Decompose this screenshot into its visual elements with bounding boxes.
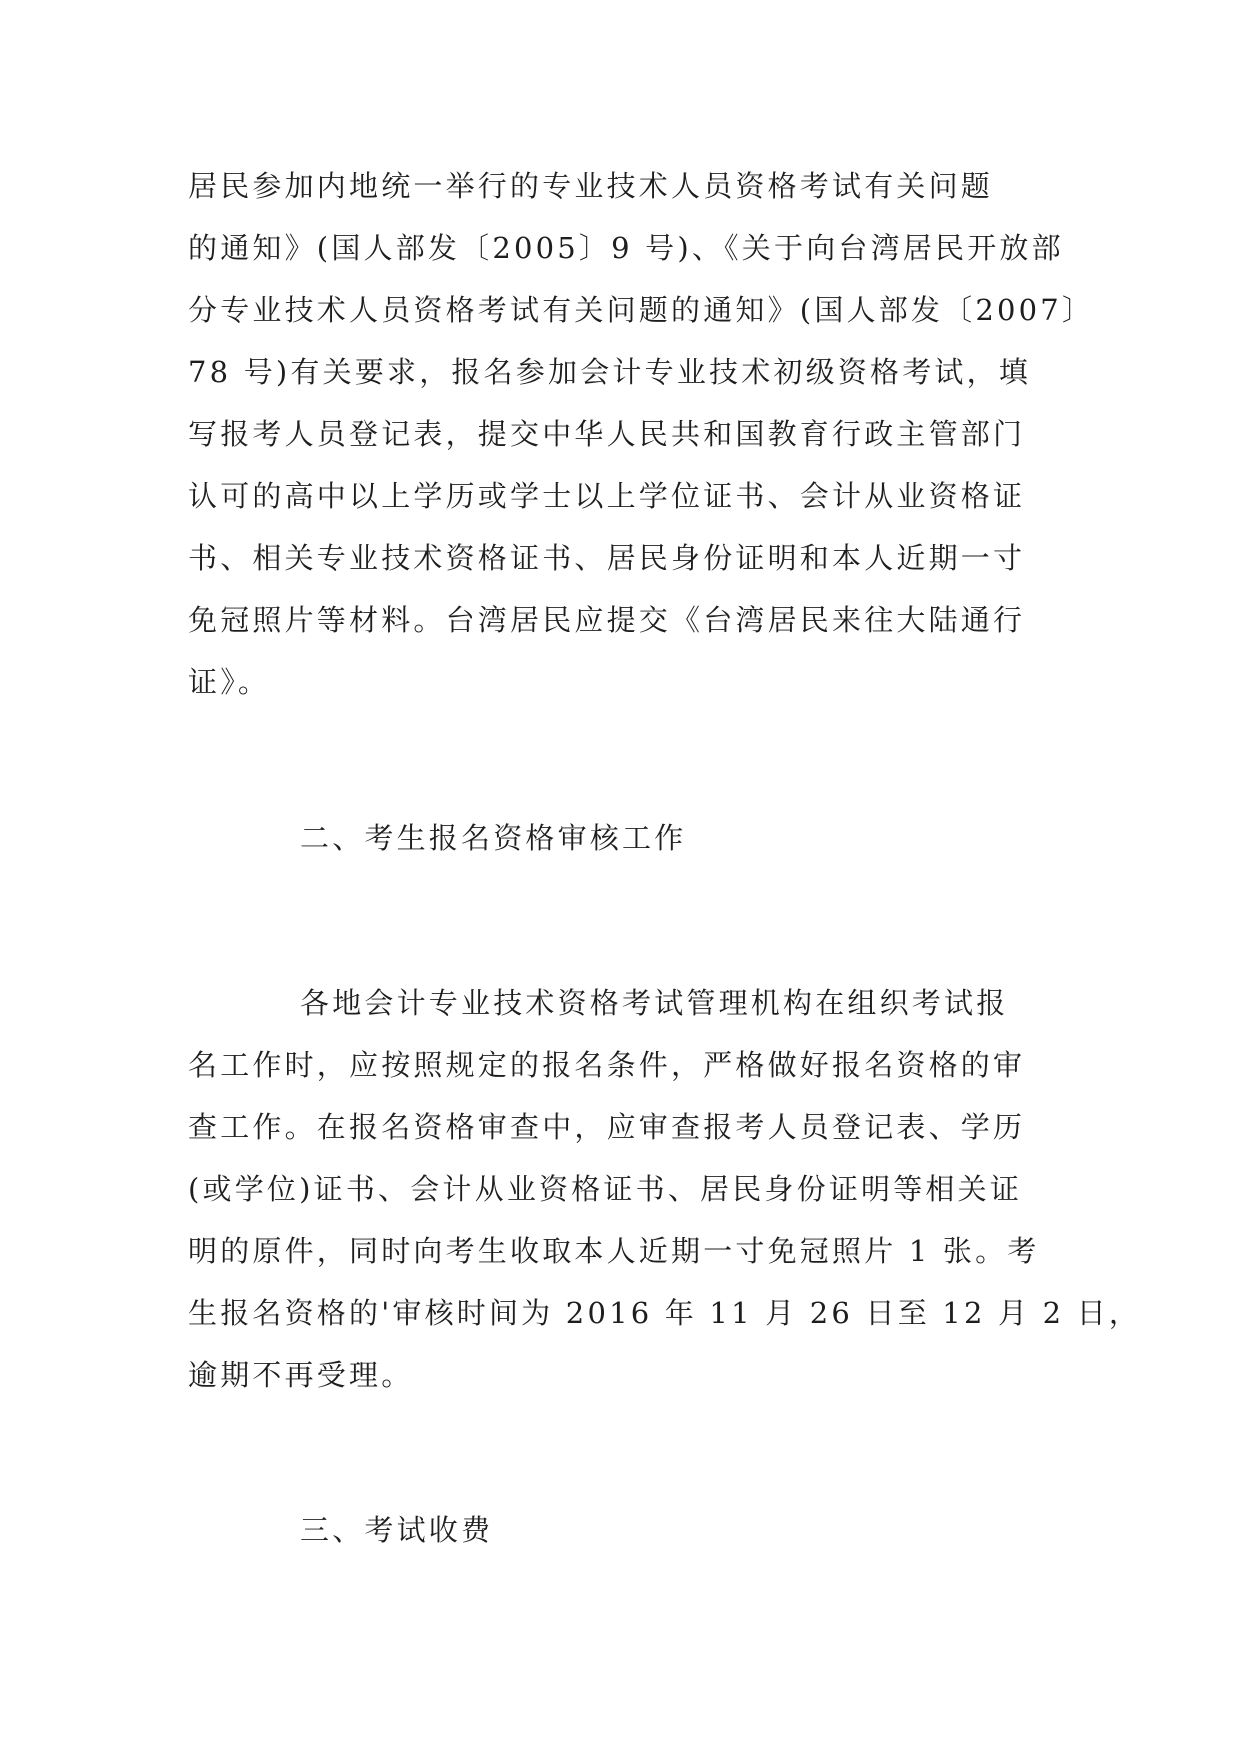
paragraph-line: 书、相关专业技术资格证书、居民身份证明和本人近期一寸 bbox=[188, 541, 1026, 575]
paragraph-line: 的通知》(国人部发〔2005〕9 号)、《关于向台湾居民开放部 bbox=[188, 231, 1064, 265]
paragraph-line: 生报名资格的'审核时间为 2016 年 11 月 26 日至 12 月 2 日， bbox=[188, 1296, 1142, 1330]
section-heading-3: 三、考试收费 bbox=[300, 1513, 494, 1547]
section-heading-2: 二、考生报名资格审核工作 bbox=[300, 821, 687, 855]
paragraph-line: 居民参加内地统一举行的专业技术人员资格考试有关问题 bbox=[188, 169, 994, 203]
paragraph-line: 分专业技术人员资格考试有关问题的通知》(国人部发〔2007〕 bbox=[188, 293, 1095, 327]
paragraph-line: (或学位)证书、会计从业资格证书、居民身份证明等相关证 bbox=[188, 1172, 1023, 1206]
paragraph-line: 逾期不再受理。 bbox=[188, 1358, 414, 1392]
paragraph-line: 明的原件，同时向考生收取本人近期一寸免冠照片 1 张。考 bbox=[188, 1234, 1040, 1268]
paragraph-line: 写报考人员登记表，提交中华人民共和国教育行政主管部门 bbox=[188, 417, 1026, 451]
paragraph-line: 证》。 bbox=[188, 665, 271, 699]
paragraph-line: 名工作时，应按照规定的报名条件，严格做好报名资格的审 bbox=[188, 1048, 1026, 1082]
paragraph-line: 免冠照片等材料。台湾居民应提交《台湾居民来往大陆通行 bbox=[188, 603, 1026, 637]
paragraph-line: 认可的高中以上学历或学士以上学位证书、会计从业资格证 bbox=[188, 479, 1026, 513]
paragraph-line: 各地会计专业技术资格考试管理机构在组织考试报 bbox=[300, 986, 1009, 1020]
paragraph-line: 78 号)有关要求，报名参加会计专业技术初级资格考试，填 bbox=[188, 355, 1032, 389]
paragraph-line: 查工作。在报名资格审查中，应审查报考人员登记表、学历 bbox=[188, 1110, 1026, 1144]
